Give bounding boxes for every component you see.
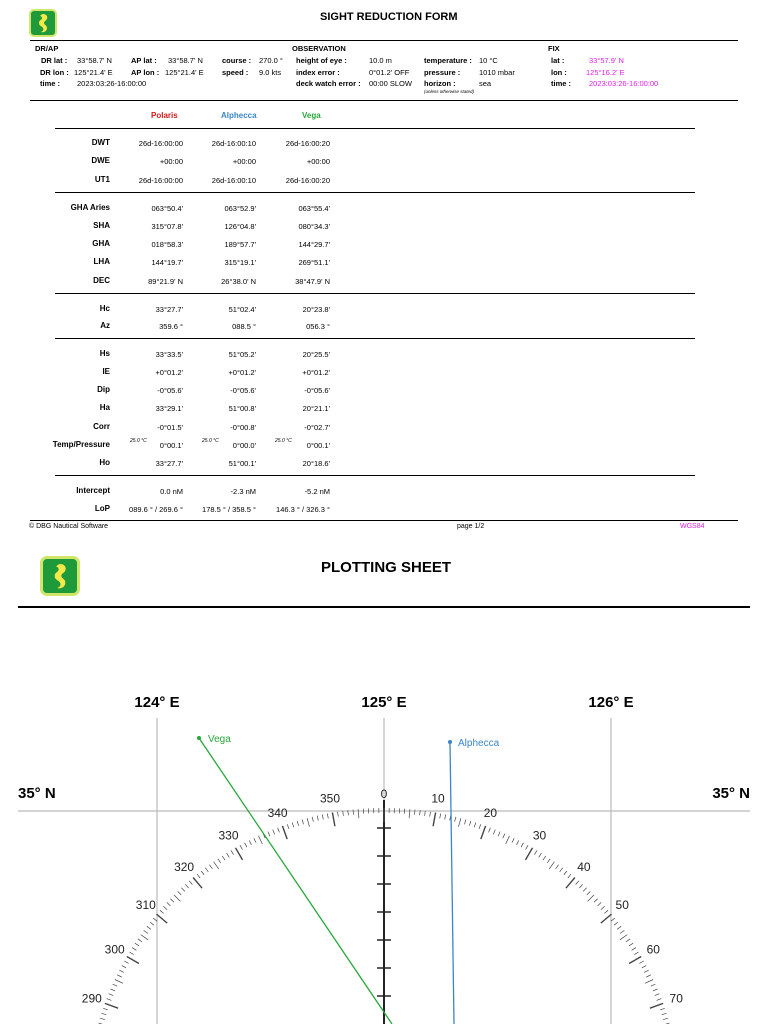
table-cell: 359.6 ° [159,322,183,331]
compass-tick [307,818,309,827]
compass-tick [503,834,505,839]
compass-tick [498,832,500,837]
compass-tick [651,984,656,986]
compass-tick [506,836,510,844]
lop-alphecca-marker [448,740,452,744]
compass-tick [662,1013,667,1015]
compass-tick [644,970,648,972]
fix-lat-value: 33°57.9' N [589,56,624,65]
compass-tick [353,810,354,815]
dr-lat-value: 33°58.7' N [77,56,112,65]
compass-tick [222,856,225,860]
compass-label: 70 [669,991,683,1006]
compass-tick [534,850,537,854]
divider [30,100,738,101]
lop-alphecca-label: Alphecca [458,738,500,749]
compass-tick [218,859,221,863]
compass-tick [327,814,328,819]
compass-tick [205,868,208,872]
lop-vega [199,738,392,1024]
table-cell: 33°29.1' [155,404,183,413]
row-label: DWE [91,156,110,165]
compass-tick [100,1018,105,1019]
compass-tick [588,895,594,901]
compass-tick [144,930,148,933]
compass-tick [474,823,476,828]
compass-tick [653,989,658,991]
compass-tick [322,815,323,820]
divider [30,520,738,521]
pressure-label: pressure : [424,68,461,77]
lop-vega-marker [197,736,201,740]
dr-lon-label: DR lon : [40,68,69,77]
compass-tick [287,824,289,829]
fix-time-value: 2023:03:26-16:00:00 [589,79,659,88]
row-label: LHA [93,257,110,266]
compass-tick [539,853,542,857]
height-of-eye-label: height of eye : [296,56,347,65]
table-cell: 063°55.4' [298,204,330,213]
compass-tick [135,943,139,946]
table-cell: -0°05.6' [304,386,330,395]
plot-title: PLOTTING SHEET [321,559,452,576]
horizon-value: sea [479,79,492,88]
compass-tick [147,926,151,929]
table-cell: +00:00 [232,157,256,166]
fix-lon-value: 125°16.2' E [586,68,625,77]
compass-tick [614,922,618,925]
table-cell: 144°29.7' [298,240,330,249]
compass-tick [201,871,204,875]
course-label: course : [222,56,252,65]
compass-label: 0 [380,787,388,801]
fix-lon-label: lon : [551,68,567,77]
compass-tick [157,914,168,923]
table-cell: 063°52.9' [224,204,256,213]
compass-rose [82,787,683,1024]
compass-label: 10 [431,791,445,806]
compass-label: 290 [81,991,102,1006]
compass-tick [526,845,528,849]
temp-note: 25.0 °C [202,438,219,444]
compass-label: 330 [218,828,239,843]
compass-tick [132,948,136,951]
speed-value: 9.0 kts [259,68,282,77]
compass-tick [231,850,234,854]
datum-label: WGS84 [680,523,705,530]
table-cell: 0.0 nM [160,487,183,496]
compass-label: 20 [483,805,498,820]
compass-tick [122,966,126,968]
compass-tick [338,812,339,817]
compass-tick [236,848,243,860]
index-error-value: 0°01.2' OFF [369,68,410,77]
table-cell: 063°50.4' [151,204,183,213]
compass-tick [433,813,436,827]
time-label: time : [40,79,61,88]
compass-tick [115,980,123,984]
compass-tick [481,826,486,839]
compass-tick [297,821,298,826]
compass-tick [425,811,426,816]
compass-tick [639,961,643,963]
compass-tick [282,826,287,839]
compass-tick [566,878,575,889]
table-divider [55,293,695,294]
table-cell: 0°00.1' [159,441,183,450]
compass-tick [598,902,602,906]
compass-tick [317,816,318,821]
row-label: LoP [94,504,110,513]
pressure-value: 1010 mbar [479,68,515,77]
table-cell: 26d-16:00:10 [211,139,256,148]
table-cell: +0°01.2' [228,368,256,377]
table-cell: 51°02.4' [228,305,256,314]
compass-tick [568,874,571,878]
compass-tick [646,975,651,977]
table-cell: -0°05.6' [230,386,256,395]
table-cell: -5.2 nM [304,487,330,496]
compass-tick [517,840,519,844]
longitude-label: 125° E [361,694,407,711]
row-label: Hs [99,349,110,358]
row-label: Ha [99,403,110,412]
compass-tick [107,999,112,1001]
table-cell: +0°01.2' [302,368,330,377]
compass-tick [103,1008,108,1010]
compass-label: 300 [104,942,125,957]
table-cell: 089.6 ° / 269.6 ° [129,505,183,514]
compass-tick [273,830,275,835]
compass-tick [174,895,180,901]
copyright-text: © DBG Nautical Software [29,523,109,530]
observation-heading: OBSERVATION [292,44,346,53]
compass-tick [113,984,118,986]
compass-tick [620,935,627,940]
compass-tick [445,815,446,820]
compass-tick [489,828,491,833]
temperature-value: 10 °C [479,56,498,65]
compass-tick [469,821,470,826]
table-cell: 26d-16:00:10 [211,176,256,185]
table-cell: 088.5 ° [232,322,256,331]
star-header-alphecca: Alphecca [221,111,257,120]
temp-note: 25.0 °C [130,438,147,444]
compass-tick [526,848,533,860]
table-cell: 20°18.6' [302,459,330,468]
compass-tick [245,843,247,847]
row-label: GHA [92,239,110,248]
compass-tick [141,935,148,940]
row-label: Ho [99,458,110,467]
height-of-eye-value: 10.0 m [369,56,392,65]
compass-tick [645,980,653,984]
row-label: IE [102,367,110,376]
row-label: Dip [97,385,110,394]
compass-tick [185,884,188,888]
compass-tick [111,989,116,991]
compass-tick [455,817,456,822]
compass-tick [587,891,591,895]
compass-tick [655,994,660,996]
table-divider [55,338,695,339]
compass-tick [629,957,641,964]
compass-tick [556,865,559,869]
time-value: 2023:03:26-16:00:00 [77,79,147,88]
row-label: DWT [91,138,110,147]
table-cell: 080°34.3' [298,222,330,231]
dr-lat-label: DR lat : [41,56,68,65]
table-cell: 89°21.9' N [148,277,183,286]
latitude-label-right: 35° N [712,785,750,802]
compass-tick [160,910,164,913]
compass-tick [102,1013,107,1015]
compass-tick [663,1018,668,1019]
table-cell: 315°07.8' [151,222,183,231]
compass-tick [547,859,550,863]
deck-watch-error-value: 00:00 SLOW [369,79,412,88]
compass-tick [564,871,567,875]
compass-tick [227,853,230,857]
latitude-label-left: 35° N [18,785,56,802]
table-cell: 51°00.8' [228,404,256,413]
longitude-label: 124° E [134,694,180,711]
compass-tick [150,922,154,925]
compass-tick [583,888,587,892]
compass-tick [604,910,608,913]
table-cell: 26d-16:00:20 [285,139,330,148]
compass-tick [105,1003,118,1008]
compass-tick [312,817,313,822]
table-cell: 269°51.1' [298,258,330,267]
compass-tick [601,906,605,909]
compass-tick [119,970,123,972]
ap-lon-label: AP lon : [131,68,160,77]
deck-watch-error-label: deck watch error : [296,79,361,88]
lop-alphecca [450,742,454,1024]
row-label: Intercept [76,486,110,495]
compass-tick [626,939,630,942]
plotting-sheet [0,600,768,1024]
lop-vega-label: Vega [208,734,231,745]
table-cell: 0°00.1' [306,441,330,450]
compass-tick [167,902,171,906]
compass-tick [632,948,636,951]
row-label: SHA [93,221,110,230]
temperature-label: temperature : [424,56,472,65]
compass-label: 50 [615,898,629,913]
compass-tick [512,838,514,843]
compass-label: 60 [646,942,660,957]
row-label: Corr [93,422,110,431]
table-cell: -0°05.6' [157,386,183,395]
logo-icon [40,556,80,596]
compass-tick [332,813,335,827]
dr-lon-value: 125°21.4' E [74,68,113,77]
compass-tick [576,881,579,885]
table-cell: -0°01.5' [157,423,183,432]
compass-tick [124,961,128,963]
row-label: Hc [99,304,110,313]
table-cell: 26d-16:00:00 [138,176,183,185]
row-label: UT1 [94,175,110,184]
table-cell: 144°19.7' [151,258,183,267]
compass-tick [209,865,212,869]
star-header-vega: Vega [302,111,321,120]
compass-tick [109,994,114,996]
table-divider [55,192,695,193]
compass-tick [214,862,219,869]
table-cell: -0°00.8' [230,423,256,432]
compass-tick [479,824,481,829]
compass-label: 350 [319,791,341,806]
logo-icon [29,9,57,37]
compass-tick [459,818,461,827]
horizon-label: horizon : [424,79,456,88]
compass-tick [415,810,416,815]
row-label: GHA Aries [70,203,110,212]
compass-tick [660,1008,665,1010]
compass-tick [193,878,202,889]
compass-label: 340 [267,805,288,820]
table-cell: 51°05.2' [228,350,256,359]
page-number: page 1/2 [457,523,485,530]
compass-tick [292,823,294,828]
table-cell: 26d-16:00:20 [285,176,330,185]
compass-tick [634,952,638,955]
compass-label: 30 [532,828,547,843]
ap-lon-value: 125°21.4' E [165,68,204,77]
longitude-label: 126° E [588,694,634,711]
compass-tick [240,845,242,849]
compass-tick [430,812,431,817]
compass-tick [549,862,554,869]
table-cell: 33°27.7' [155,459,183,468]
table-cell: 0°00.0' [232,441,256,450]
ap-lat-value: 33°58.7' N [168,56,203,65]
table-cell: -0°02.7' [304,423,330,432]
table-cell: 126°04.8' [224,222,256,231]
table-cell: +0°01.2' [155,368,183,377]
compass-tick [629,943,633,946]
table-cell: 38°47.9' N [295,277,330,286]
compass-tick [249,840,251,844]
compass-tick [617,926,621,929]
table-cell: 20°21.1' [302,404,330,413]
compass-tick [117,975,122,977]
dr-ap-heading: DR/AP [35,44,59,53]
table-cell: 51°00.1' [228,459,256,468]
table-cell: 33°27.7' [155,305,183,314]
compass-label: 310 [135,898,156,913]
table-cell: 33°33.5' [155,350,183,359]
compass-tick [197,874,200,878]
divider [30,40,738,41]
speed-label: speed : [222,68,249,77]
table-cell: 26d-16:00:00 [138,139,183,148]
compass-tick [138,939,142,942]
compass-tick [620,930,624,933]
row-label: Temp/Pressure [52,440,110,449]
compass-label: 40 [577,859,591,874]
star-header-polaris: Polaris [151,111,178,120]
row-label: DEC [93,276,110,285]
compass-tick [181,888,185,892]
compass-tick [259,836,263,844]
table-cell: 20°23.8' [302,305,330,314]
table-cell: 056.3 ° [306,322,330,331]
compass-tick [601,914,612,923]
table-cell: 315°19.1' [224,258,256,267]
compass-tick [465,820,466,825]
compass-tick [129,952,133,955]
compass-tick [302,820,303,825]
table-cell: 26°38.0' N [221,277,256,286]
table-cell: 146.3 ° / 326.3 ° [276,505,330,514]
index-error-label: index error : [296,68,340,77]
ap-lat-label: AP lat : [131,56,157,65]
table-cell: -2.3 nM [230,487,256,496]
fix-lat-label: lat : [551,56,565,65]
row-label: Az [100,321,110,330]
table-divider [55,475,695,476]
temp-note: 25.0 °C [275,438,292,444]
compass-tick [657,999,662,1001]
compass-tick [543,856,546,860]
compass-tick [594,899,598,903]
table-cell: 20°25.5' [302,350,330,359]
unless-note: (unless otherwise stated) [424,89,475,94]
compass-tick [560,868,563,872]
compass-tick [163,906,167,909]
compass-tick [178,891,182,895]
fix-time-label: time : [551,79,572,88]
fix-heading: FIX [548,44,560,53]
table-cell: +00:00 [306,157,330,166]
compass-tick [343,811,344,816]
compass-tick [642,966,646,968]
compass-tick [170,899,174,903]
course-value: 270.0 ° [259,56,283,65]
table-cell: +00:00 [159,157,183,166]
form-title: SIGHT REDUCTION FORM [320,11,458,23]
compass-tick [268,832,270,837]
compass-tick [650,1003,663,1008]
compass-tick [440,814,441,819]
compass-tick [579,884,582,888]
compass-tick [127,957,139,964]
table-cell: 189°57.7' [224,240,256,249]
table-divider [55,128,695,129]
compass-tick [493,830,495,835]
compass-label: 320 [174,859,195,874]
compass-tick [278,828,280,833]
table-cell: 018°58.3' [151,240,183,249]
compass-tick [189,881,192,885]
compass-tick [254,838,256,843]
table-cell: 178.5 ° / 358.5 ° [202,505,256,514]
compass-tick [521,843,523,847]
